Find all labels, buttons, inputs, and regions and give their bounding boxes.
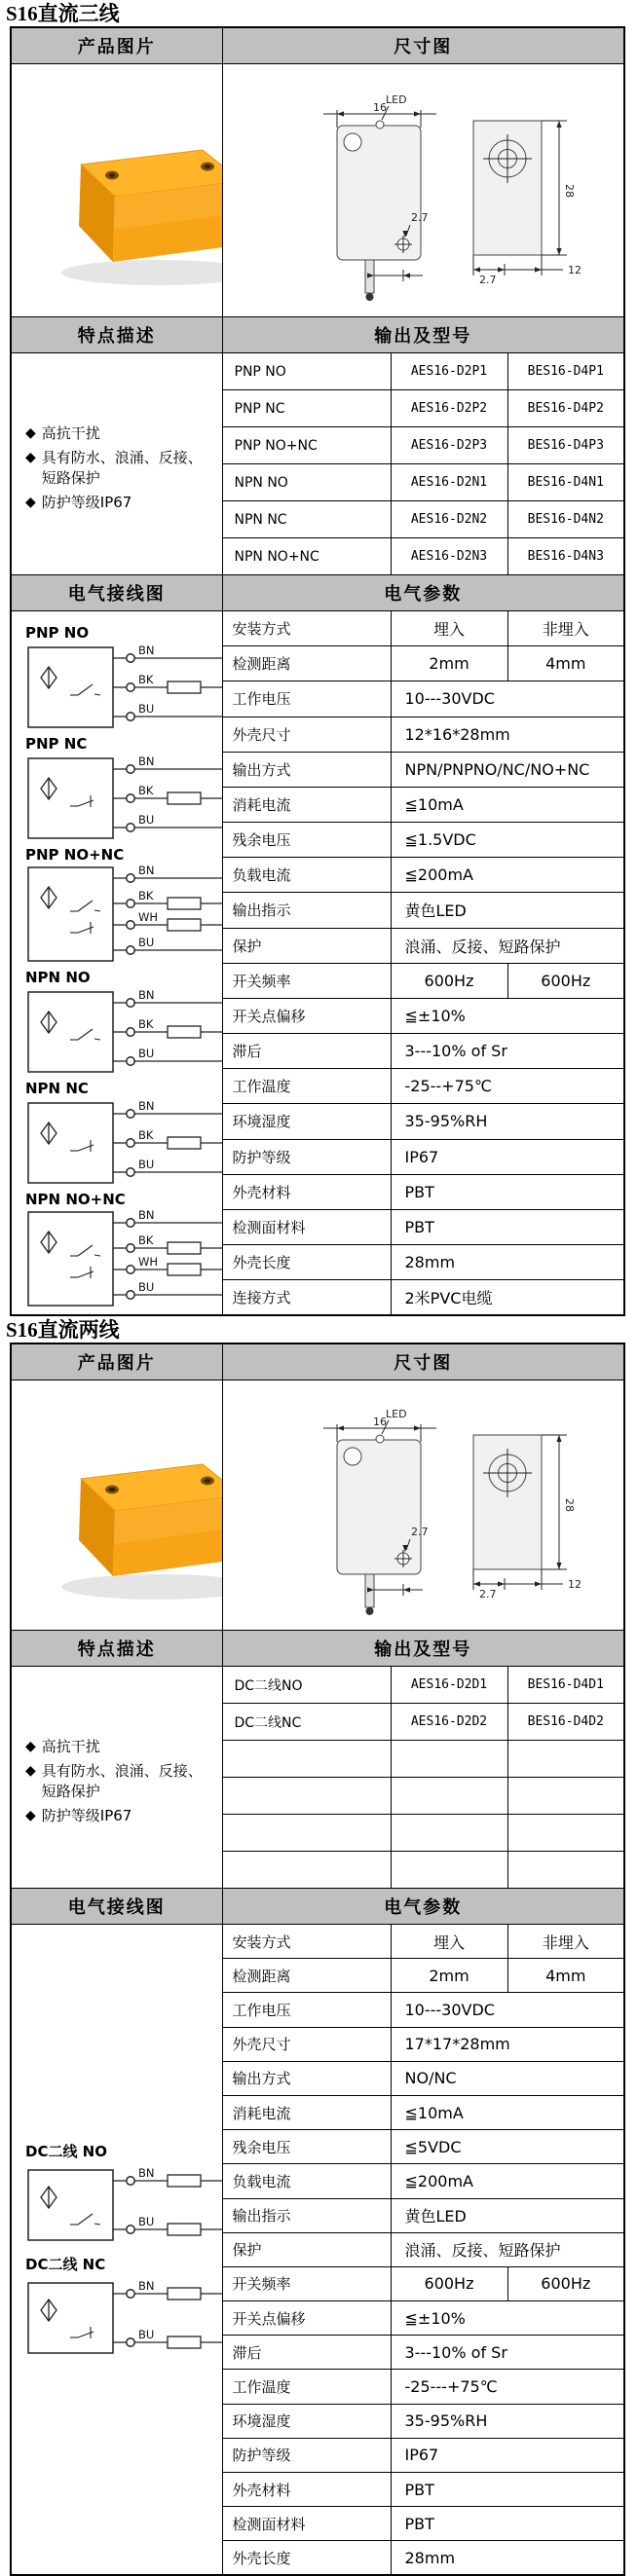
param-value-flush: 2mm: [391, 646, 507, 681]
wiring-title: PNP NO: [25, 624, 90, 642]
params-header: 电气参数: [222, 575, 624, 611]
model-a-cell: AES16-D2P2: [391, 390, 507, 427]
wiring-svg: [25, 2274, 222, 2362]
param-value: ≦5VDC: [391, 2130, 624, 2164]
load-resistor: [168, 1137, 201, 1149]
wire-terminal: [127, 1110, 134, 1118]
load-resistor: [168, 919, 201, 931]
wiring-svg: [25, 1209, 222, 1306]
param-value-flush: 600Hz: [391, 963, 507, 998]
feature-bullet: ◆: [25, 424, 36, 441]
model-type-cell: DC二线NO: [222, 1667, 391, 1704]
wiring-title: DC二线 NO: [25, 2142, 107, 2160]
param-label: 开关点偏移: [222, 2301, 391, 2336]
header-row: [11, 1631, 624, 1667]
model-type-cell: [222, 1741, 391, 1778]
wire-label: BU: [138, 1280, 155, 1294]
param-label: 环境湿度: [222, 1104, 391, 1139]
model-b-cell: BES16-D4N3: [507, 538, 624, 575]
wire-label: BU: [138, 702, 155, 716]
feature-text: 高抗干扰: [41, 1737, 100, 1755]
model-a-cell: AES16-D2N1: [391, 464, 507, 501]
header-row: [11, 27, 624, 64]
wiring-header: 电气接线图: [11, 1889, 222, 1925]
param-label: 外壳长度: [222, 1245, 391, 1280]
height-dim: 28: [563, 1498, 577, 1512]
param-value: ≦200mA: [391, 858, 624, 893]
model-b-cell: BES16-D4D2: [507, 1704, 624, 1741]
load-resistor: [168, 898, 201, 909]
wire-label: BN: [138, 988, 155, 1002]
wiring-svg: [25, 1098, 222, 1184]
product-header: 产品图片: [11, 1343, 222, 1380]
load-resistor: [168, 1242, 201, 1254]
model-b-cell: [507, 1741, 624, 1778]
param-value: ≦200mA: [391, 2164, 624, 2198]
model-type-cell: [222, 1778, 391, 1815]
model-a-cell: [391, 1852, 507, 1889]
wiring-cell: [11, 611, 222, 1316]
dimension-header: 尺寸图: [222, 1343, 624, 1380]
wire-terminal: [127, 1168, 134, 1176]
wiring-diagram: [25, 2257, 222, 2366]
wire-label: BU: [138, 1158, 155, 1171]
param-value: 浪涌、反接、短路保护: [391, 928, 624, 963]
wire-terminal: [127, 824, 134, 831]
param-label: 外壳材料: [222, 2473, 391, 2507]
feature-bullet: ◆: [25, 494, 36, 510]
led-dot: [376, 1435, 384, 1443]
wire-label: BN: [138, 2165, 155, 2180]
param-value: IP67: [391, 1139, 624, 1174]
wire-label: BN: [138, 644, 155, 657]
param-label: 开关频率: [222, 2266, 391, 2300]
product-photo-cell: [11, 64, 222, 317]
param-label: 工作电压: [222, 1993, 391, 2027]
param-value-flush: 埋入: [391, 1925, 507, 1959]
hole-offset-dim: 2.7: [411, 210, 429, 224]
param-value-flush: 600Hz: [391, 2266, 507, 2300]
side-offset-dim: 2.7: [479, 273, 497, 286]
wire-label: BU: [138, 813, 155, 827]
load-resistor: [168, 2175, 201, 2187]
product-photo: [13, 1396, 222, 1610]
load-resistor: [168, 1026, 201, 1038]
dimension-cell: [222, 1380, 624, 1631]
load-resistor: [168, 681, 201, 693]
wire-terminal: [127, 999, 134, 1007]
section-title: S16直流两线: [6, 1318, 120, 1342]
sensor-box: [28, 1212, 113, 1306]
param-label: 检测面材料: [222, 1209, 391, 1244]
param-label: 消耗电流: [222, 787, 391, 822]
model-a-cell: [391, 1815, 507, 1852]
param-value: 35-95%RH: [391, 2404, 624, 2438]
wire-label: BU: [138, 2327, 155, 2341]
wiring-svg: [25, 987, 222, 1073]
wire-terminal: [127, 1139, 134, 1147]
wiring-svg: [25, 754, 222, 839]
model-type-cell: [222, 1815, 391, 1852]
param-label: 开关点偏移: [222, 998, 391, 1033]
model-a-cell: AES16-D2D2: [391, 1704, 507, 1741]
param-value: PBT: [391, 2507, 624, 2541]
param-value-nonflush: 600Hz: [507, 2266, 624, 2300]
model-a-cell: [391, 1778, 507, 1815]
wire-terminal: [127, 713, 134, 720]
wire-label: BK: [138, 1233, 154, 1247]
param-value-nonflush: 600Hz: [507, 963, 624, 998]
param-label: 检测距离: [222, 646, 391, 681]
param-value: 3---10% of Sr: [391, 1034, 624, 1069]
dimension-header: 尺寸图: [222, 27, 624, 64]
param-label: 保护: [222, 928, 391, 963]
param-value: PBT: [391, 1174, 624, 1209]
header-row: [11, 1889, 624, 1925]
model-row: [11, 353, 624, 390]
output-header: 输出及型号: [222, 1631, 624, 1667]
wire-label: BN: [138, 865, 155, 877]
param-value: 28mm: [391, 2541, 624, 2575]
wiring-header: 电气接线图: [11, 575, 222, 611]
led-dot: [376, 121, 384, 129]
wiring-diagram: [25, 1081, 222, 1188]
param-value-nonflush: 4mm: [507, 646, 624, 681]
wire-terminal: [127, 874, 134, 882]
spec-table: [10, 26, 625, 1316]
side-offset-dim: 2.7: [479, 1588, 497, 1601]
wire-terminal: [127, 683, 134, 691]
params-header: 电气参数: [222, 1889, 624, 1925]
sensor-box: [28, 992, 113, 1072]
model-b-cell: BES16-D4D1: [507, 1667, 624, 1704]
wiring-svg: [25, 2161, 222, 2249]
param-value: PBT: [391, 2473, 624, 2507]
model-type-cell: [222, 1852, 391, 1889]
param-value: 黄色LED: [391, 893, 624, 928]
wire-label: BK: [138, 1128, 154, 1142]
dimension-cell: [222, 64, 624, 317]
wiring-title: DC二线 NC: [25, 2255, 106, 2273]
sensor-box: [28, 758, 113, 838]
wire-terminal: [127, 946, 134, 954]
param-label: 负载电流: [222, 858, 391, 893]
wire-label: BK: [138, 673, 154, 686]
param-value: IP67: [391, 2438, 624, 2472]
feature-bullet: ◆: [25, 1738, 36, 1754]
section-title: S16直流三线: [6, 2, 120, 25]
width-dim: 16: [373, 1416, 388, 1428]
param-label: 输出指示: [222, 2198, 391, 2232]
model-a-cell: AES16-D2P3: [391, 427, 507, 464]
param-value: ≦10mA: [391, 2095, 624, 2129]
wiring-diagram: [25, 1192, 222, 1310]
wire-label: BK: [138, 1017, 154, 1031]
dimension-drawing: [228, 67, 618, 311]
param-value-flush: 埋入: [391, 611, 507, 646]
sensor-box: [28, 2283, 113, 2353]
wire-terminal: [127, 2176, 134, 2184]
param-label: 外壳长度: [222, 2541, 391, 2575]
model-b-cell: BES16-D4P1: [507, 353, 624, 390]
param-label: 输出指示: [222, 893, 391, 928]
features-header: 特点描述: [11, 1631, 222, 1667]
wire-label: BN: [138, 1099, 155, 1113]
param-value: NO/NC: [391, 2061, 624, 2095]
param-row: [11, 1925, 624, 1959]
sensor-box: [28, 1103, 113, 1183]
param-label: 滞后: [222, 1034, 391, 1069]
wire-terminal: [127, 1291, 134, 1299]
wiring-diagram: [25, 970, 222, 1077]
param-label: 残余电压: [222, 2130, 391, 2164]
param-label: 检测面材料: [222, 2507, 391, 2541]
param-value: 黄色LED: [391, 2198, 624, 2232]
feature-item: [25, 423, 214, 444]
param-label: 工作电压: [222, 681, 391, 717]
param-label: 消耗电流: [222, 2095, 391, 2129]
load-resistor: [168, 2224, 201, 2235]
param-label: 滞后: [222, 2336, 391, 2370]
wire-terminal: [127, 1244, 134, 1252]
wire-label: BK: [138, 784, 154, 797]
param-label: 输出方式: [222, 2061, 391, 2095]
param-value: ≦±10%: [391, 2301, 624, 2336]
load-resistor: [168, 2337, 201, 2348]
width-dim: 16: [373, 100, 388, 114]
sensor-box: [28, 2170, 113, 2240]
wire-terminal: [127, 2337, 134, 2345]
wire-terminal: [127, 921, 134, 929]
param-value: 10---30VDC: [391, 681, 624, 717]
param-value: ≦±10%: [391, 998, 624, 1033]
param-label: 工作温度: [222, 2370, 391, 2404]
feature-text: 具有防水、浪涌、反接、短路保护: [41, 1761, 203, 1800]
model-a-cell: AES16-D2N3: [391, 538, 507, 575]
model-type-cell: PNP NO: [222, 353, 391, 390]
model-b-cell: [507, 1852, 624, 1889]
wire-terminal: [127, 654, 134, 662]
param-value: 28mm: [391, 1245, 624, 1280]
model-b-cell: [507, 1815, 624, 1852]
product-header: 产品图片: [11, 27, 222, 64]
feature-bullet: ◆: [25, 449, 36, 465]
wiring-cell: [11, 1925, 222, 2576]
output-header: 输出及型号: [222, 317, 624, 353]
param-label: 负载电流: [222, 2164, 391, 2198]
param-value: 17*17*28mm: [391, 2027, 624, 2061]
wire-label: BU: [138, 1047, 155, 1060]
height-dim: 28: [563, 183, 577, 198]
wire-label: WH: [138, 1255, 159, 1269]
model-type-cell: NPN NO+NC: [222, 538, 391, 575]
wire-terminal: [127, 1057, 134, 1065]
wire-terminal: [127, 1219, 134, 1227]
feature-item: [25, 448, 214, 489]
model-b-cell: BES16-D4N1: [507, 464, 624, 501]
feature-text: 具有防水、浪涌、反接、短路保护: [41, 448, 203, 487]
model-type-cell: NPN NO: [222, 464, 391, 501]
param-value: 35-95%RH: [391, 1104, 624, 1139]
param-value: 2米PVC电缆: [391, 1280, 624, 1315]
led-label: LED: [386, 1408, 407, 1420]
hole-offset-dim: 2.7: [411, 1526, 429, 1538]
param-value: 3---10% of Sr: [391, 2336, 624, 2370]
wiring-diagram: [25, 736, 222, 843]
param-label: 环境湿度: [222, 2404, 391, 2438]
model-b-cell: [507, 1778, 624, 1815]
header-row: [11, 575, 624, 611]
wire-label: BN: [138, 1209, 155, 1222]
header-row: [11, 1343, 624, 1380]
features-header: 特点描述: [11, 317, 222, 353]
feature-item: [25, 1806, 214, 1826]
depth-dim: 12: [568, 263, 582, 276]
wiring-title: PNP NC: [25, 735, 88, 753]
wire-label: WH: [138, 910, 159, 924]
param-value-nonflush: 非埋入: [507, 1925, 624, 1959]
param-label: 保护: [222, 2232, 391, 2266]
wire-label: BU: [138, 2214, 155, 2228]
feature-bullet: ◆: [25, 1807, 36, 1823]
feature-bullet: ◆: [25, 1762, 36, 1779]
wiring-title: NPN NO+NC: [25, 1191, 126, 1208]
model-type-cell: NPN NC: [222, 501, 391, 538]
param-label: 连接方式: [222, 1280, 391, 1315]
model-a-cell: AES16-D2N2: [391, 501, 507, 538]
header-row: [11, 317, 624, 353]
wire-terminal: [127, 765, 134, 773]
param-value: NPN/PNPNO/NC/NO+NC: [391, 752, 624, 787]
wire-label: BU: [138, 936, 155, 949]
wiring-title: NPN NC: [25, 1080, 89, 1097]
param-label: 外壳尺寸: [222, 2027, 391, 2061]
depth-dim: 12: [568, 1578, 582, 1591]
param-label: 残余电压: [222, 823, 391, 858]
param-label: 安装方式: [222, 1925, 391, 1959]
model-b-cell: BES16-D4N2: [507, 501, 624, 538]
load-resistor: [168, 1264, 201, 1275]
param-label: 输出方式: [222, 752, 391, 787]
param-label: 外壳材料: [222, 1174, 391, 1209]
load-resistor: [168, 2288, 201, 2300]
param-row: [11, 611, 624, 646]
model-type-cell: PNP NO+NC: [222, 427, 391, 464]
wire-terminal: [127, 794, 134, 802]
param-label: 防护等级: [222, 2438, 391, 2472]
param-value: ≦10mA: [391, 787, 624, 822]
param-value: -25---+75℃: [391, 2370, 624, 2404]
load-resistor: [168, 792, 201, 804]
param-value: PBT: [391, 1209, 624, 1244]
product-photo-cell: [11, 1380, 222, 1631]
param-value: 浪涌、反接、短路保护: [391, 2232, 624, 2266]
param-value: ≦1.5VDC: [391, 823, 624, 858]
wire-terminal: [127, 1266, 134, 1273]
product-photo: [13, 82, 222, 296]
param-label: 外壳尺寸: [222, 717, 391, 752]
model-a-cell: [391, 1741, 507, 1778]
feature-text: 防护等级IP67: [41, 493, 132, 511]
dimension-drawing: [228, 1381, 618, 1625]
param-label: 工作温度: [222, 1069, 391, 1104]
features-cell: [11, 1667, 222, 1889]
model-type-cell: PNP NC: [222, 390, 391, 427]
led-label: LED: [386, 92, 407, 106]
wire-terminal: [127, 2225, 134, 2232]
model-a-cell: AES16-D2P1: [391, 353, 507, 390]
model-b-cell: BES16-D4P3: [507, 427, 624, 464]
wiring-svg: [25, 865, 222, 962]
wiring-svg: [25, 643, 222, 728]
feature-item: [25, 1737, 214, 1757]
model-b-cell: BES16-D4P2: [507, 390, 624, 427]
param-label: 检测距离: [222, 1959, 391, 1993]
wiring-title: NPN NO: [25, 969, 91, 986]
param-value: 12*16*28mm: [391, 717, 624, 752]
param-label: 安装方式: [222, 611, 391, 646]
wire-terminal: [127, 900, 134, 907]
model-type-cell: DC二线NC: [222, 1704, 391, 1741]
wire-label: BN: [138, 754, 155, 768]
wiring-title: PNP NO+NC: [25, 846, 125, 864]
feature-item: [25, 493, 214, 513]
feature-text: 防护等级IP67: [41, 1806, 132, 1824]
feature-text: 高抗干扰: [41, 423, 100, 442]
sensor-box: [28, 867, 113, 961]
param-value: -25--+75℃: [391, 1069, 624, 1104]
model-row: [11, 1667, 624, 1704]
param-label: 防护等级: [222, 1139, 391, 1174]
wire-label: BN: [138, 2278, 155, 2293]
param-value-nonflush: 4mm: [507, 1959, 624, 1993]
param-label: 开关频率: [222, 963, 391, 998]
wire-terminal: [127, 1028, 134, 1036]
sensor-box: [28, 647, 113, 727]
model-a-cell: AES16-D2D1: [391, 1667, 507, 1704]
wire-label: BK: [138, 889, 154, 902]
param-value-flush: 2mm: [391, 1959, 507, 1993]
param-value: 10---30VDC: [391, 1993, 624, 2027]
wiring-diagram: [25, 625, 222, 732]
wiring-diagram: [25, 2144, 222, 2253]
feature-item: [25, 1761, 214, 1802]
features-cell: [11, 353, 222, 575]
wiring-diagram: [25, 847, 222, 966]
param-value-nonflush: 非埋入: [507, 611, 624, 646]
spec-table: [10, 1343, 625, 2576]
wire-terminal: [127, 2289, 134, 2297]
